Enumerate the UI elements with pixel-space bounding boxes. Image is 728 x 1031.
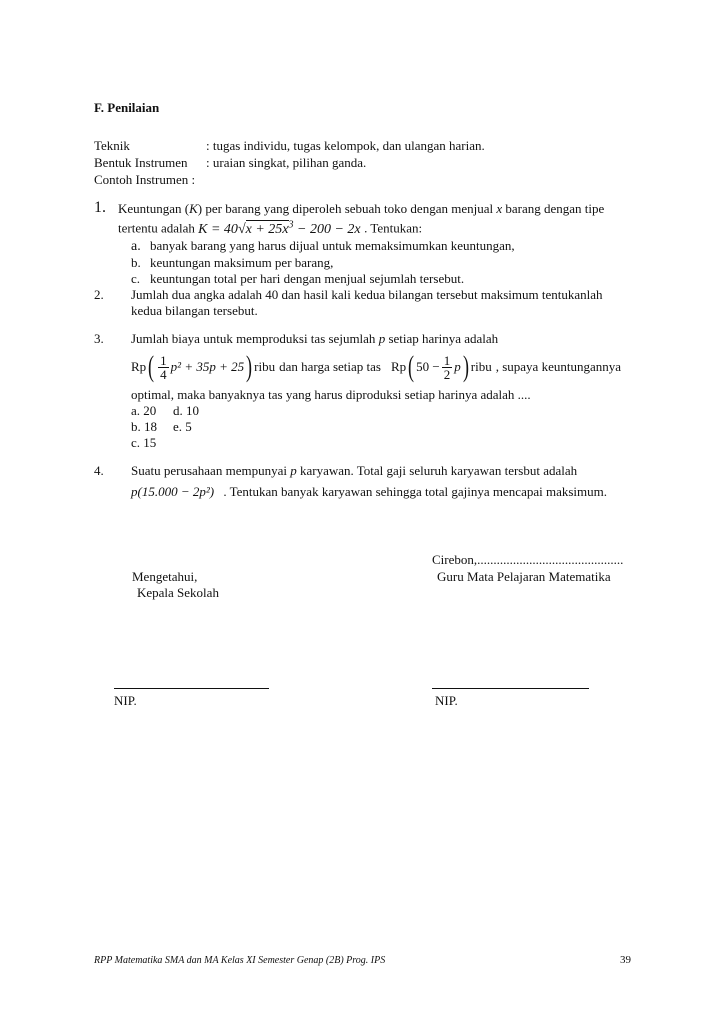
q3-option-b: b. 18 [131, 419, 157, 434]
q3-option-a: a. 20 [131, 403, 157, 418]
contoh-label: Contoh Instrumen : [94, 172, 196, 187]
q3-option-c: c. 15 [131, 435, 157, 450]
q2-line2: kedua bilangan tersebut. [131, 303, 258, 318]
q3-option-d: d. 10 [173, 403, 199, 418]
q1-line2: tertentu adalah $K = 40√x + 25x^3 - 200 - 2x$ . Tentukan: [118, 219, 423, 237]
q2-number: 2. [94, 287, 104, 302]
signature-line-right [432, 688, 589, 689]
q1-sub-b: b. keuntungan maksimum per barang, [131, 255, 334, 270]
q4-formula: p(15.000 − 2p²) [131, 484, 215, 499]
fraction-2: $\frac{1}{2}$ [443, 352, 451, 382]
q3-option-e: e. 5 [173, 419, 192, 434]
q4-line2: p(15.000 − 2p²) . Tentukan banyak karyawan sehingga total gajinya mencapai maksimum. [131, 484, 608, 499]
right-paren-1: ) [246, 350, 253, 383]
q1-sub-a: a. banyak barang yang harus dijual untuk memaksimumkan keuntungan, [131, 238, 515, 254]
signature-right-title: Guru Mata Pelajaran Matematika [437, 569, 611, 584]
q3-line3: optimal, maka banyaknya tas yang harus diproduksi setiap harinya adalah .... [131, 387, 531, 402]
teknik-label: Teknik [94, 138, 130, 153]
left-paren-1: ( [148, 350, 155, 383]
right-paren-2: ) [462, 350, 469, 383]
signature-left-title2: Kepala Sekolah [137, 585, 219, 600]
q3-formula-line: Rp ( $\frac{1}{4}$ p² + 35p + 25 ) ribu dan harga setiap tas Rp ( 50 − $\frac{1}{2}$ p ) ribu , supaya keuntungannya [131, 350, 621, 383]
q3-number: 3. [94, 331, 104, 346]
nip-left: NIP. [114, 693, 137, 708]
q4-number: 4. [94, 463, 104, 478]
signature-left-title1: Mengetahui, [132, 569, 198, 584]
teknik-value: : tugas individu, tugas kelompok, dan ulangan harian. [206, 138, 485, 153]
rp-1: Rp [131, 359, 147, 374]
q1-formula: $K = 40√x + 25x^3 - 200 - 2x$ [198, 219, 361, 237]
bentuk-value: : uraian singkat, pilihan ganda. [206, 155, 367, 170]
q1-number: 1. [94, 199, 106, 216]
page-number: 39 [620, 954, 631, 966]
q3-line1: Jumlah biaya untuk memproduksi tas sejumlah p setiap harinya adalah [131, 331, 499, 346]
q1-line1: Keuntungan (K) per barang yang diperoleh sebuah toko dengan menjual x barang dengan tipe [118, 201, 605, 216]
fraction-1: $\frac{1}{4}$ [160, 352, 167, 382]
q4-line1: Suatu perusahaan mempunyai p karyawan. Total gaji seluruh karyawan tersbut adalah [131, 463, 578, 478]
signature-line-left [114, 688, 269, 689]
footer-text: RPP Matematika SMA dan MA Kelas XI Semester Genap (2B) Prog. IPS [94, 955, 386, 966]
left-paren-2: ( [408, 350, 415, 383]
bentuk-label: Bentuk Instrumen [94, 155, 188, 170]
q1-sub-c: c. keuntungan total per hari dengan menjual sejumlah tersebut. [131, 271, 465, 286]
signature-place-date: Cirebon,............................................. [432, 552, 624, 567]
q2-line1: Jumlah dua angka adalah 40 dan hasil kali kedua bilangan tersebut maksimum tentukanlah [131, 287, 603, 302]
nip-right: NIP. [435, 693, 458, 708]
section-title: F. Penilaian [94, 100, 160, 115]
